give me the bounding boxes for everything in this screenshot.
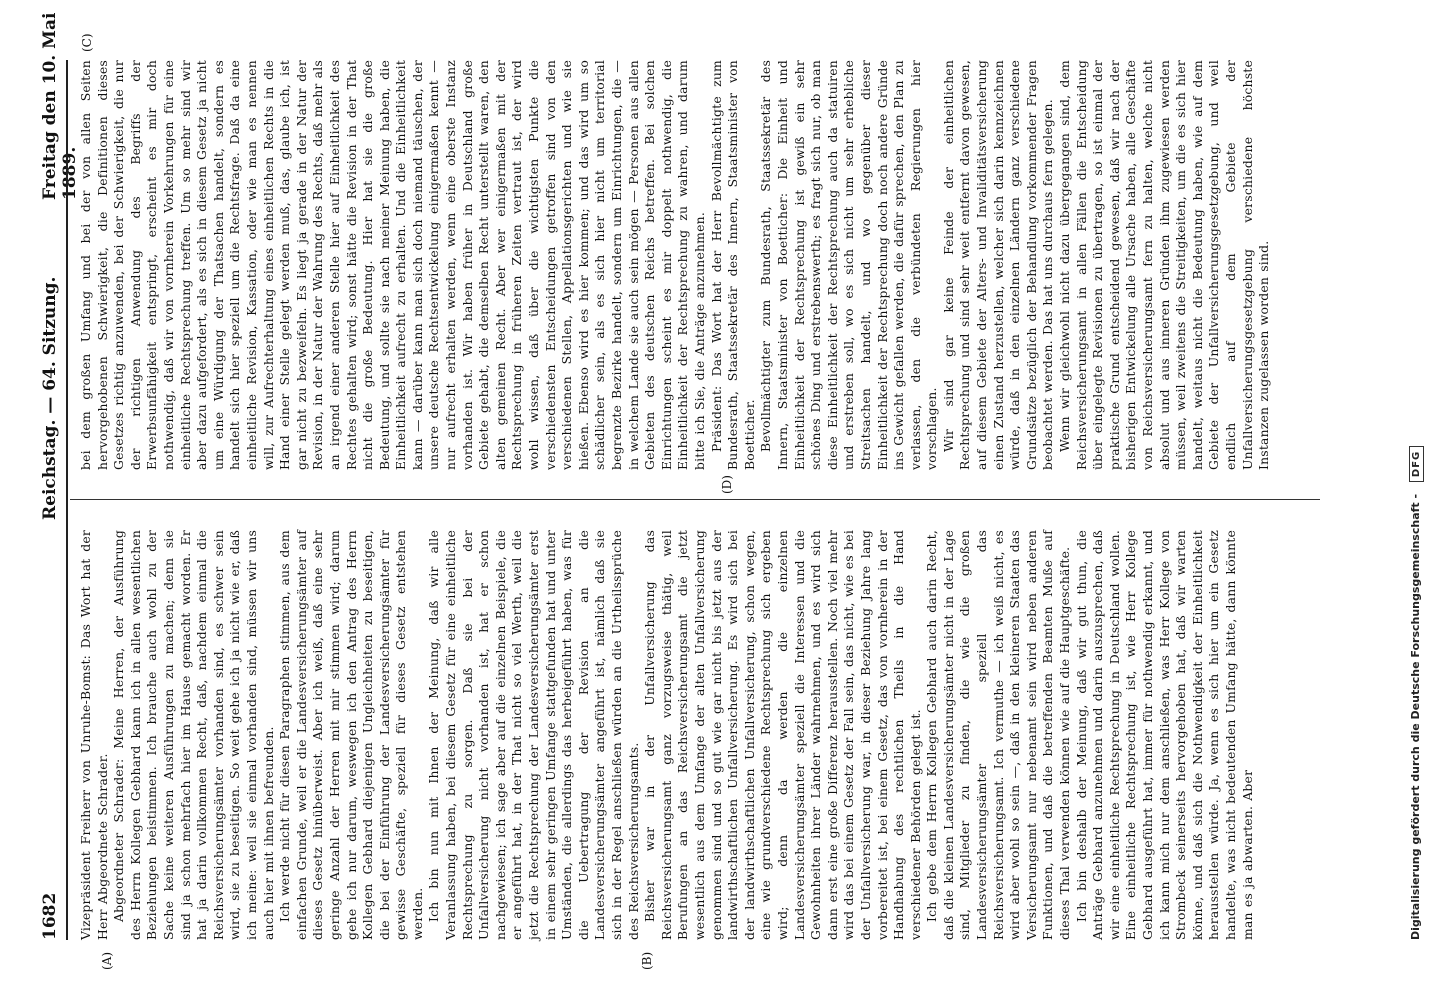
paragraph: Bisher war in der Unfallversicherung das Reichsversicherungsamt ganz vorzugsweise thätig, weil Berufungen an das Reichsversicherungsamt die jetzt wesentlich aus dem Umfange der alten Unfallversicherung genommen sind und so gut wie gar nicht bis jetzt aus der landwirthschaftlichen Unfallversicherung. Es wird sich bei der landwirthschaftlichen Unfallversicherung, schon wegen, eine wie grundverschiedene Rechtsprechung sich ergeben wird; denn da werden die einzelnen Landesversicherungsämter speziell die Interessen und die Gewohnheiten ihrer Länder wahrnehmen, und es wird sich dann erst eine große Differenz herausstellen. Noch viel mehr wird das bei einem Gesetz der Fall sein, das nicht, wie es bei der Unfallversicherung war, in dieser Beziehung Jahre lang vorbereitet ist, bei einem Gesetz, das von vornherein in der Handhabung des rechtlichen Theils in die Hand verschiedener Behörden gelegt ist.: [642, 530, 923, 940]
paragraph: Ich gebe dem Herrn Kollegen Gebhard auch darin Recht, daß die kleinen Landesversicherungsämter nicht in der Lage sind, Mitglieder zu finden, die wie die großen Landesversicherungsämter speziell das Reichsversicherungsamt. Ich vermuthe — ich weiß nicht, es wird aber wohl so sein —, daß in den kleineren Staaten das Versicherungsamt nur nebenamt sein wird neben anderen Funktionen, und daß die betreffenden Beamten Muße auf dieses Thal verwenden können wie auf die Hauptgeschäfte.: [924, 530, 1073, 940]
page-number: 1682: [40, 892, 60, 940]
paragraph: Ich bin deshalb der Meinung, daß wir gut thun, die Anträge Gebhard anzunehmen und darin auszusprechen, daß wir eine einheitliche Rechtsprechung in Deutschland wollen. Eine einheitliche Rechtsprechung ist, wie Herr Kollege Gebhard ausgeführt hat, immer für nothwendig erkannt, und ich kann mich nur dem anschließen, was Herr Kollege von Strombeck seinerseits hervorgehoben hat, daß wir warten könne, und daß sich die Nothwendigkeit der Einheitlichkeit herausstellen würde. Ja, wenn es sich hier um ein Gesetz handelte, was nicht bedeutenden Umfang hätte, dann könnte man es ja abwarten. Aber: [1073, 530, 1255, 940]
paragraph: Präsident: Das Wort hat der Herr Bevollmächtigte zum Bundesrath, Staatssekretär des Innern, Staatsminister von Boetticher.: [708, 60, 757, 470]
margin-marker-a: (A): [100, 951, 114, 970]
page-header: [36, 12, 80, 940]
margin-marker-c: (C): [80, 33, 94, 52]
paragraph: Vizepräsident Freiherr von Unruhe-Bomst: Das Wort hat der Herr Abgeordnete Schrader.: [78, 530, 110, 940]
left-column: [78, 530, 1318, 940]
paragraph: Wir sind gar keine Feinde der einheitlichen Rechtsprechung und sind sehr weit entfernt davon gewesen, auf diesem Gebiete der Alters- und Invaliditätsversicherung einen Zustand herzustellen, welcher sich darin kennzeichnen würde, daß in den einzelnen Ländern ganz verschiedene Grundsätze bezüglich der Behandlung vorkommender Fragen beobachtet werden. Das hat uns durchaus fern gelegen.: [940, 60, 1056, 470]
paragraph: Abgeordneter Schrader: Meine Herren, der Ausführung des Herrn Kollegen Gebhard kann ich in allen wesentlichen Beziehungen beistimmen. Ich brauche auch wohl zu der Sache keine weiteren Ausführungen zu machen; denn sie sind ja schon mehrfach hier im Hause gemacht worden. Er hat ja darin vollkommen Recht, daß, nachdem einmal die Reichsversicherungsämter vorhanden sind, es schwer sein wird, sie zu beseitigen. So weit gehe ich ja nicht wie er, daß ich meine: weil sie einmal vorhanden sind, müssen wir uns auch hier mit ihnen befreunden.: [111, 530, 276, 940]
margin-marker-d: (D): [720, 475, 734, 494]
paragraph: Bevollmächtigter zum Bundesrath, Staatssekretär des Innern, Staatsminister von Boetticher: Die Einheit und Einheitlichkeit der Rechtsprechung ist gewiß ein sehr schönes Ding und erstrebenswerth; es fragt sich nur, ob man diese Einheitlichkeit der Rechtsprechung auch da statuiren und erstreben soll, wo es sich nicht um sehr erhebliche Streitsachen handelt, und wo gegenüber dieser Einheitlichkeit der Rechtsprechung doch noch andere Gründe ins Gewicht gefallen werden, die dafür sprechen, den Plan zu verlassen, den die verbündeten Regierungen hier vorschlagen.: [758, 60, 940, 470]
paragraph: bei dem großen Umfang und bei der von allen Seiten hervorgehobenen Schwierigkeit, die Definitionen dieses Gesetzes richtig anzuwenden, bei der Schwierigkeit, die nur der richtigen Anwendung des Begriffs der Erwerbsunfähigkeit entspringt, erscheint es mir doch nothwendig, daß wir von vornherein Vorkehrungen für eine einheitliche Rechtsprechung treffen. Um so mehr sind wir aber dazu aufgefordert, als es sich in diesem Gesetz ja nicht um eine Würdigung der Thatsachen handelt, sondern es handelt sich hier speziell um die Rechtsfrage. Daß da eine einheitliche Revision, Kassation, oder wie man es nennen will, zur Aufrechterhaltung eines einheitlichen Rechts in die Hand einer Stelle gelegt werden muß, das, glaube ich, ist gar nicht zu bezweifeln. Es liegt ja gerade in der Natur der Revision, in der Natur der Wahrung des Rechts, daß mehr als an irgend einer anderen Stelle hier auf Einheitlichkeit des Rechtes gehalten wird; sonst hätte die Revision in der That nicht die große Bedeutung. Hier hat sie die große Bedeutung, und sollte sie nach meiner Meinung haben, die Einheitlichkeit aufrecht zu erhalten. Und die Einheitlichkeit kann — darüber kann man sich doch niemand täuschen, der unsere deutsche Rechtsentwickelung einigermaßen kennt — nur aufrecht erhalten werden, wenn eine oberste Instanz vorhanden ist. Wir haben früher in Deutschland große Gebiete gehabt, die demselben Recht unterstellt waren, den alten gemeinen Recht. Aber wer einigermaßen mit der Rechtsprechung in früheren Zeiten vertraut ist, der wird wohl wissen, daß über die wichtigsten Punkte die verschiedensten Entscheidungen getroffen sind von den verschiedenen Stellen, Appellationsgerichten und wie sie hießen. Ebenso wird es hier kommen; und das wird um so schädlicher sein, als es sich hier nicht um territorial begrenzte Bezirke handelt, sondern um Einrichtungen, die — in welchem Lande sie auch sein mögen — Personen aus allen Gebieten des deutschen Reichs betreffen. Bei solchen Einrichtungen scheint es mir doppelt nothwendig, die Einheitlichkeit der Rechtsprechung zu wahren, und darum bitte ich Sie, die Anträge anzunehmen.: [78, 60, 707, 470]
column-divider: [70, 499, 1320, 500]
paragraph: Ich bin nun mit Ihnen der Meinung, daß wir alle Veranlassung haben, bei diesem Gesetz für eine einheitliche Rechtsprechung zu sorgen. Daß sie bei der Unfallversicherung nicht vorhanden ist, hat er schon nachgewiesen; ich sage aber auf die einzelnen Beispiele, die er angeführt hat, in der That nicht so viel Werth, weil die jetzt die Rechtsprechung der Landesversicherungsämter erst in einem sehr geringen Umfange stattgefunden hat und unter Umständen, die allerdings das herbeigeführt haben, was für die Uebertragung der Revision an die Landesversicherungsämter angeführt ist, nämlich daß sie sich in der Regel anschließen würden an die Urtheilssprüche des Reichsversicherungsamts.: [426, 530, 641, 940]
margin-marker-b: (B): [640, 951, 654, 970]
dfg-logo: DFG: [1409, 446, 1424, 482]
right-column: [78, 60, 1318, 470]
paragraph: Wenn wir gleichwohl nicht dazu übergegangen sind, dem Reichsversicherungsamt in allen Fällen die Entscheidung über eingelegte Revisionen zu übertragen, so ist einmal der praktische Grund entscheidend gewesen, daß wir nach der bisherigen Entwickelung alle Ursache haben, alle Geschäfte von Reichsversicherungsamt fern zu halten, welche nicht absolut und aus inneren Gründen ihm zugewiesen werden müssen, weil zweitens die Streitigkeiten, um die es sich hier handelt, weitaus nicht die Bedeutung haben, wie auf dem Gebiete der Unfallversicherungsgesetzgebung, und weil endlich auf dem Gebiete der Unfallversicherungsgesetzgebung verschiedene höchste Instanzen zugelassen worden sind.: [1057, 60, 1272, 470]
digitization-credit: [1409, 40, 1424, 940]
header-rule: [66, 60, 68, 940]
session-title: Reichstag. — 64. Sitzung.: [40, 276, 60, 520]
credit-text: Digitalisierung gefördert durch die Deutsche Forschungsgemeinschaft -: [1409, 493, 1422, 940]
date-title: Freitag den 10. Mai 1889.: [40, 12, 80, 200]
paragraph: Ich werde nicht für diesen Paragraphen stimmen, aus dem einfachen Grunde, weil er die Landesversicherungsämter auf dieses Gesetz hinüberweist. Aber ich weiß, daß eine sehr geringe Anzahl der Herren mit mir stimmen wird; darum gehe ich nur darum, weswegen ich den Antrag des Herrn Kollegen Gebhard diejenigen Ungleichheiten zu beseitigen, die bei der Einführung der Landesversicherungsämter für gewisse Geschäfte, speziell für dieses Gesetz entstehen werden.: [277, 530, 425, 940]
